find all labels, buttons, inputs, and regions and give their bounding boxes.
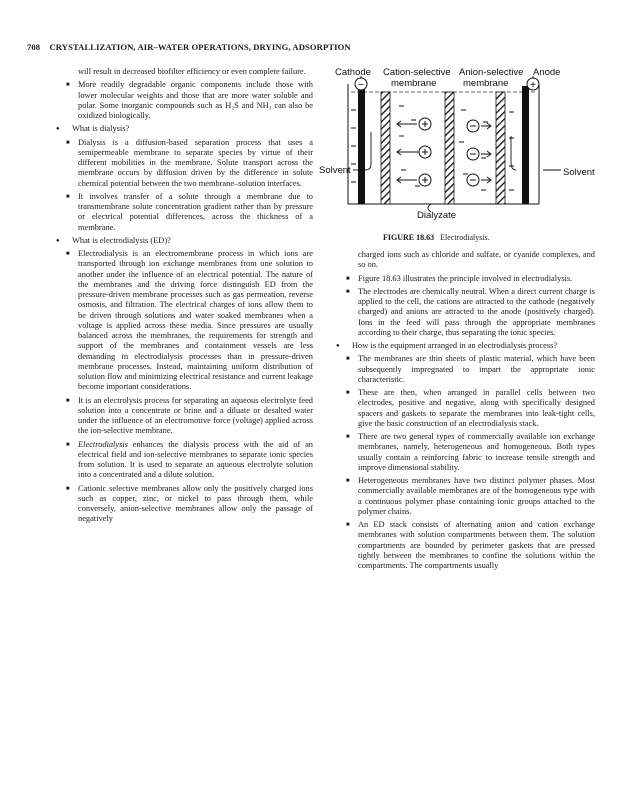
charge-dashes bbox=[351, 106, 514, 190]
sub-bullet: ■ Heterogeneous membranes have two distinct polymer phases. Most commercially available membranes are of the homogeneous type with a continuous polymer phase containing ionic groups attached to the polymer chains. bbox=[340, 476, 595, 517]
cathode-electrode bbox=[358, 86, 365, 204]
running-header bbox=[27, 42, 351, 52]
sub-bullet: ■ An ED stack consists of alternating anion and cation exchange membranes with solution compartments between them. The solution compartments are bounded by perimeter gaskets that are pressed tightly between the membranes to confine the solutions within the compartments. The compartments usually bbox=[340, 520, 595, 571]
cation-membrane-label: Cation-selective bbox=[383, 67, 451, 78]
sub-bullet: ■ Figure 18.63 illustrates the principle involved in electrodialysis. bbox=[340, 274, 595, 284]
sub-bullet: ■ The electrodes are chemically neutral. When a direct current charge is applied to the cell, the cations are attracted to the cathode (negatively charged) and anions are attracted to the anode (positively charged). Ions in the feed will pass through the appropriate membranes according to their charge, thus separating the ionic species. bbox=[340, 287, 595, 338]
sub-bullet: ■ Dialysis is a diffusion-based separation process that uses a semipermeable membrane to separate species by virtue of their different mobilities in the membrane. Solute transport across the membrane occurs by diffusion driven by the difference in solute chemical potential between the two membrane–solution interfaces. bbox=[60, 138, 313, 189]
figure-number: FIGURE 18.63 bbox=[383, 233, 435, 242]
left-column bbox=[60, 67, 313, 528]
sub-bullet: ■ Electrodialysis is an electromembrane process in which ions are transported through ion exchange membranes from one solution to another under the influence of an electrical potential. The nature of the membranes and the driving force distinguish ED from the pressure-driven membrane processes such as gas permeation, reverse osmosis, and filtration. The electrical charges of ions allow them to be driven through solutions and water soaked membranes when a voltage is applied across these media. Since pressures are usually balanced across the membranes, the requirements for strength and support of the membranes and containment vessels are less demanding in electrodialysis processes than in pressure-driven membrane processes. Instead, maintaining uniform distribution of solution flow and minimizing electrical resistance and current leakage become important considerations. bbox=[60, 249, 313, 393]
sub-bullet: ■ More readily degradable organic components include those with lower molecular weights and those that are more water soluble and polar. Some inorganic compounds such as H₂S and NH₃ can also be oxidized biologically. bbox=[60, 80, 313, 121]
solvent-left-label: Solvent bbox=[319, 165, 351, 176]
question-bullet: ● How is the equipment arranged in an electrodialysis process? bbox=[340, 341, 595, 351]
sub-bullet: ■ It is an electrolysis process for separating an aqueous electrolyte feed solution into a concentrate or brine and a diluate or desalted water under the influence of an electromotive force (voltage) applied across the ion-selective membrane. bbox=[60, 396, 313, 437]
cation-ions bbox=[397, 118, 431, 186]
sub-bullet: ■ It involves transfer of a solute through a membrane due to transmembrane solute concentration gradient rather than by pressure or electrical potential differences, across the thickness of a membrane. bbox=[60, 192, 313, 233]
anode-electrode bbox=[522, 86, 529, 204]
anion-membrane-label-2: membrane bbox=[463, 78, 509, 89]
dialyzate-label: Dialyzate bbox=[417, 210, 457, 221]
sub-bullet bbox=[60, 440, 313, 481]
paragraph: charged ions such as chloride and sulfate, or cyanide complexes, and so on. bbox=[358, 250, 595, 270]
question-bullet: ● What is electrodialysis (ED)? bbox=[60, 236, 313, 246]
solvent-left-brace bbox=[365, 132, 371, 170]
electrodialysis-diagram bbox=[313, 62, 603, 232]
paragraph: will result in decreased biofilter efficiency or even complete failure. bbox=[78, 67, 306, 76]
sub-bullet: ■ The membranes are thin sheets of plastic material, which have been subsequently impregnated to impart the appropriate ionic characteristic. bbox=[340, 354, 595, 385]
page-number: 708 bbox=[27, 42, 41, 52]
anion-ions bbox=[467, 120, 491, 186]
anion-membrane-label: Anion-selective bbox=[459, 67, 524, 78]
cation-membrane-label-2: membrane bbox=[391, 78, 437, 89]
anode-sign: + bbox=[530, 80, 536, 91]
cation-selective-membrane bbox=[381, 92, 390, 204]
figure-caption bbox=[383, 233, 490, 242]
electrodialysis-figure bbox=[313, 62, 603, 252]
sub-bullet-text: enhances the dialysis process with the aid of an electrical field and ion-selective membranes to separate ionic species from solution. It is used to separate an aqueous electrolyte solution into a concentrated and a dilute solution. bbox=[78, 439, 313, 480]
sub-bullet: ■ There are two general types of commercially available ion exchange membranes, namely, heterogeneous and homogeneous. Both types usually contain a reinforcing fabric to increase tensile strength and improve dimensional stability. bbox=[340, 432, 595, 473]
cathode-sign: − bbox=[358, 80, 364, 91]
emphasis: Electrodialysis bbox=[78, 439, 128, 449]
solvent-right-label: Solvent bbox=[563, 167, 595, 178]
cathode-label: Cathode bbox=[335, 67, 371, 78]
electrolysis-tank bbox=[348, 84, 539, 204]
cation-selective-membrane-2 bbox=[496, 92, 505, 204]
anode-label: Anode bbox=[533, 67, 561, 78]
running-title: CRYSTALLIZATION, AIR–WATER OPERATIONS, DRYING, ADSORPTION bbox=[49, 42, 351, 52]
sub-bullet: ■ These are then, when arranged in parallel cells between two electrodes, positive and negative, along with specifically designed spacers and gaskets to separate the membranes into leak-tight cells, give the basic construction of an electrodialysis stack. bbox=[340, 388, 595, 429]
sub-bullet: ■ Cationic selective membranes allow only the positively charged ions such as copper, zinc, or nickel to pass through them, while conversely, anion-selective membranes allow only the passage of negatively bbox=[60, 484, 313, 525]
right-column bbox=[340, 250, 595, 574]
question-bullet: ● What is dialysis? bbox=[60, 124, 313, 134]
anion-selective-membrane bbox=[445, 92, 454, 204]
figure-title: Electrodialysis. bbox=[440, 233, 490, 242]
